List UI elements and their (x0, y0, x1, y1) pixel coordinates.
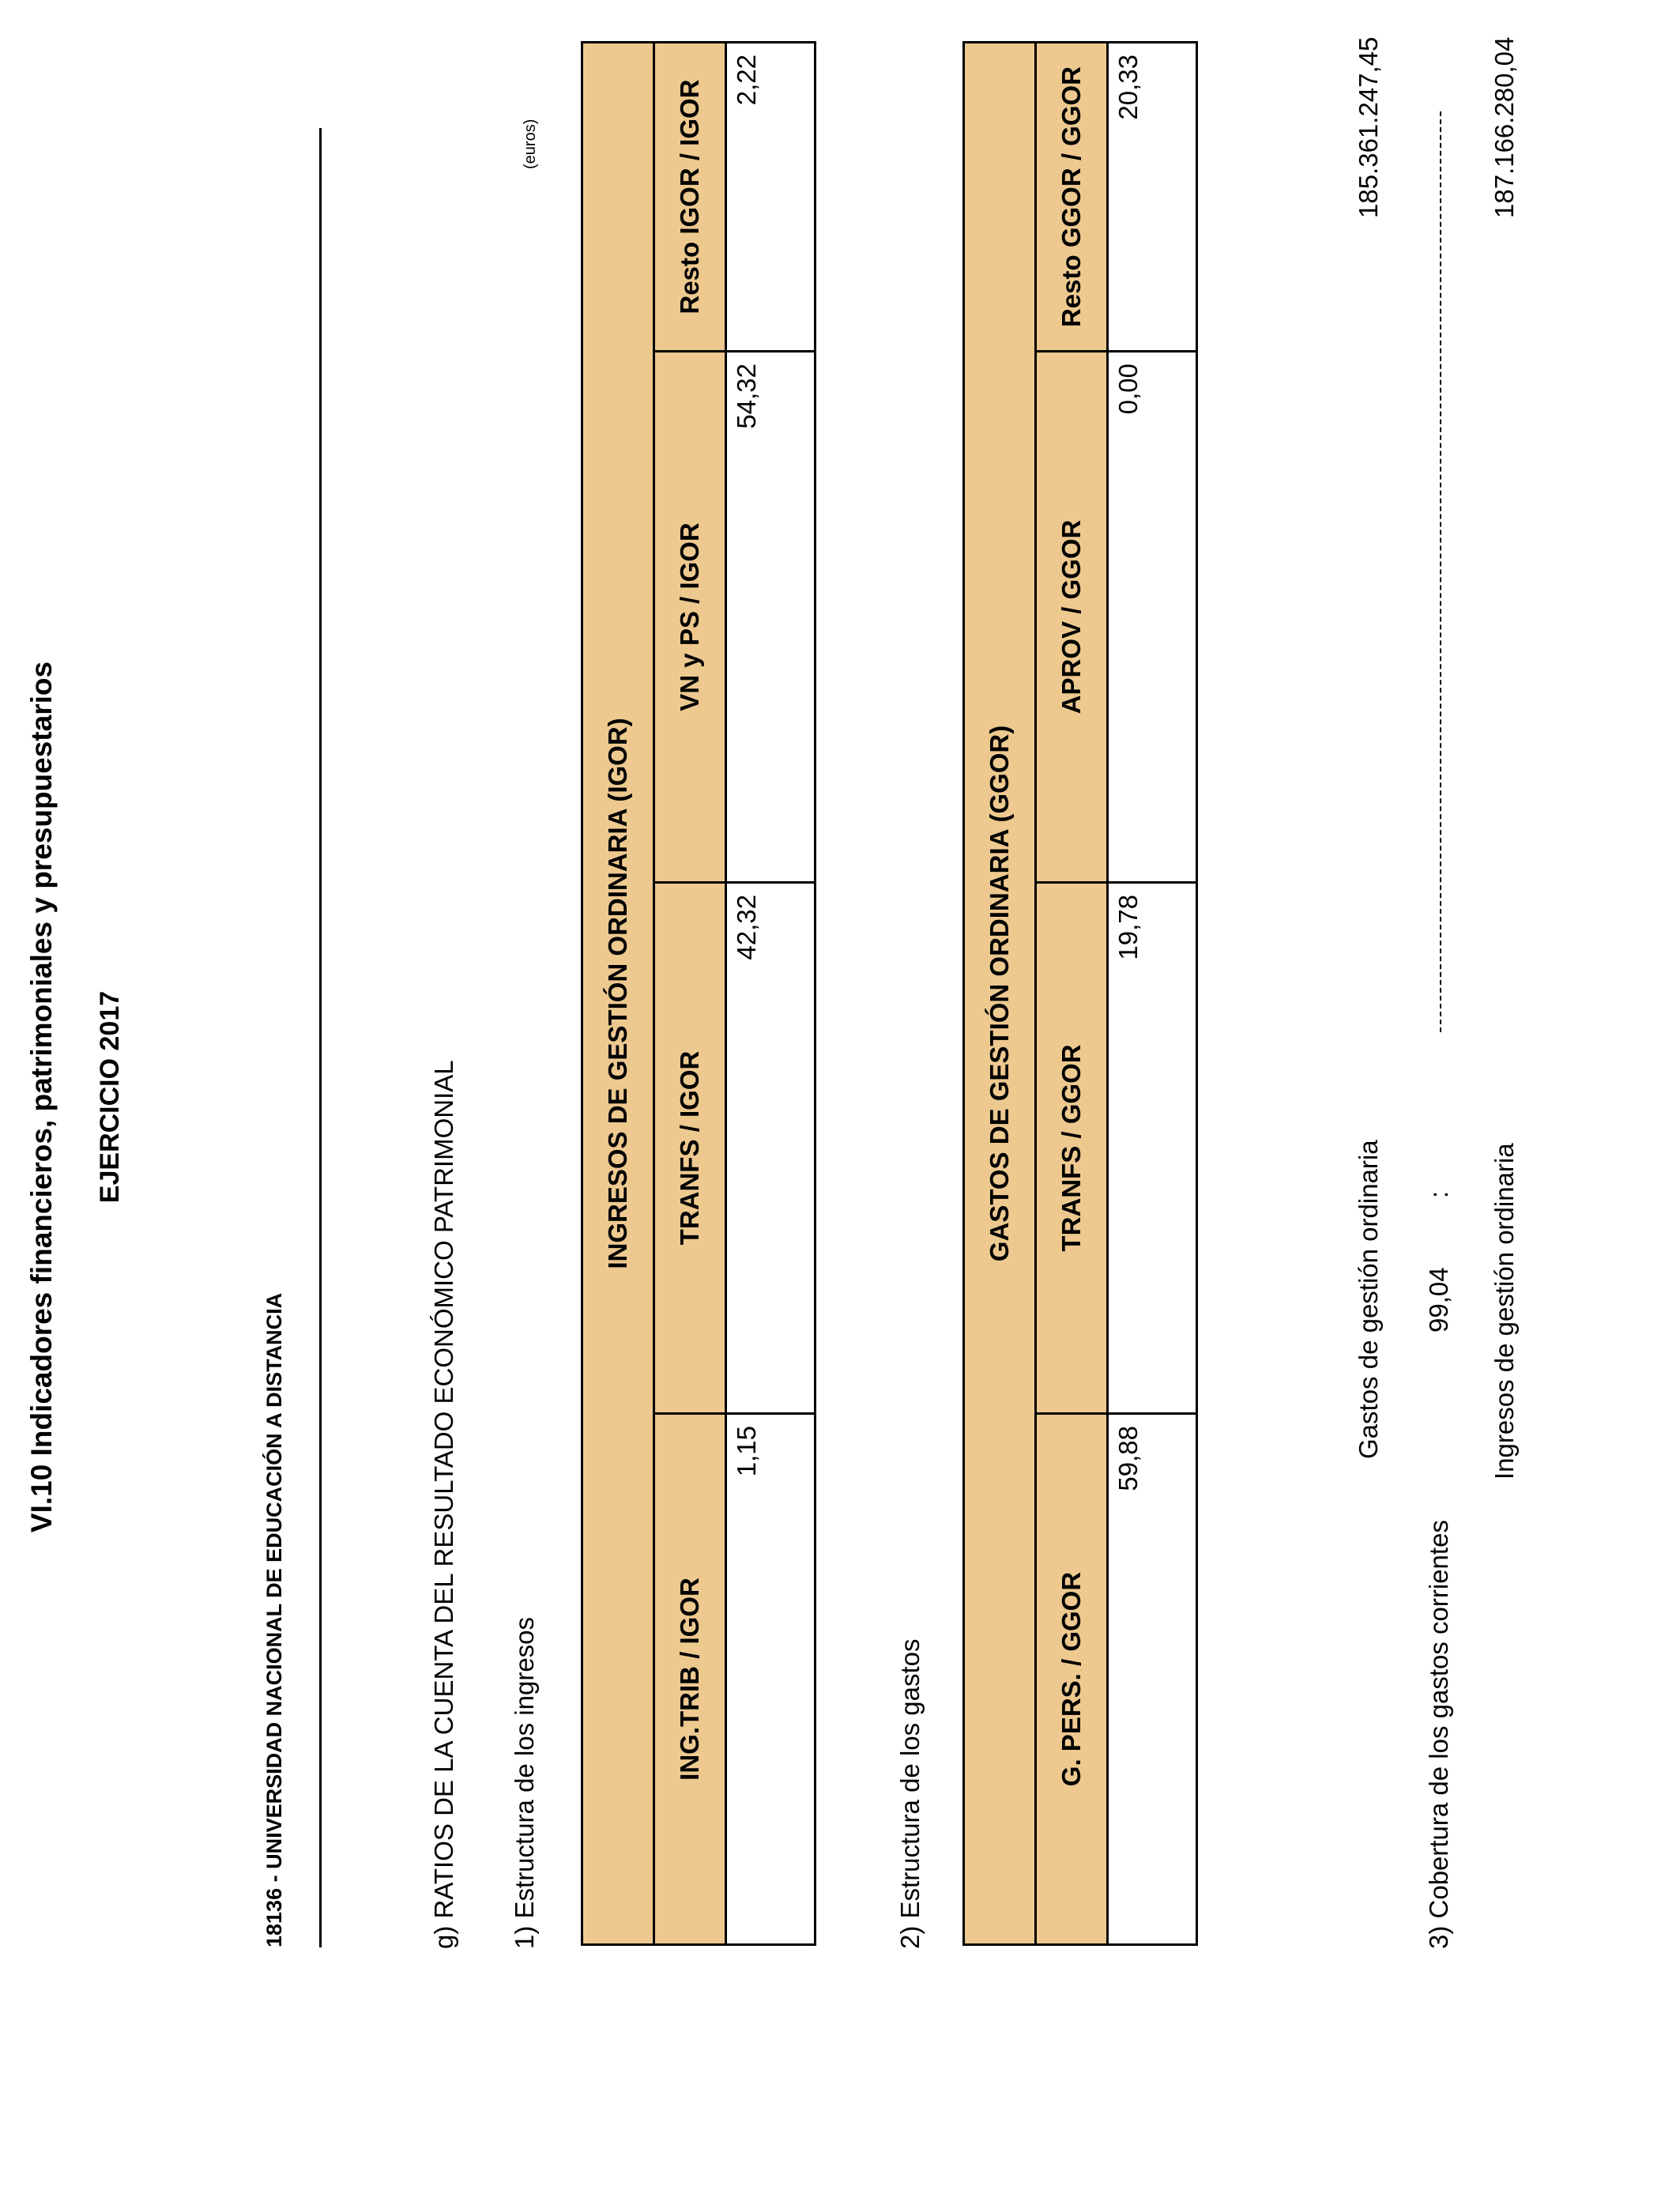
denominator-label: Ingresos de gestión ordinaria (1490, 1143, 1519, 1480)
expense-col-tranfs: TRANFS / GGOR (1036, 883, 1108, 1414)
income-group-header: INGRESOS DE GESTIÓN ORDINARIA (IGOR) (582, 42, 654, 1944)
currency-note: (euros) (522, 119, 539, 169)
entity-name: 18136 - UNIVERSIDAD NACIONAL DE EDUCACIÓN A DISTANCIA (262, 1292, 286, 1947)
income-col-resto: Resto IGOR / IGOR (654, 42, 726, 351)
coverage-label: 3) Cobertura de los gastos corrientes (1424, 1520, 1453, 1949)
expense-value-tranfs: 19,78 (1108, 883, 1197, 1414)
income-col-tranfs: TRANFS / IGOR (654, 883, 726, 1414)
income-value-ing-trib: 1,15 (726, 1414, 816, 1945)
income-value-tranfs: 42,32 (726, 883, 816, 1414)
numerator-label: Gastos de gestión ordinaria (1354, 1140, 1383, 1459)
expense-value-resto: 20,33 (1108, 43, 1197, 352)
expense-col-g-pers: G. PERS. / GGOR (1036, 1414, 1108, 1945)
expense-structure-label: 2) Estructura de los gastos (895, 1638, 925, 1949)
expense-value-aprov: 0,00 (1108, 352, 1197, 883)
header-rule (319, 128, 322, 1947)
denominator-value: 187.166.280,04 (1490, 36, 1519, 218)
income-value-resto: 2,22 (726, 42, 816, 351)
expense-group-header: GASTOS DE GESTIÓN ORDINARIA (GGOR) (964, 43, 1036, 1945)
expense-col-aprov: APROV / GGOR (1036, 352, 1108, 883)
income-col-vn-ps: VN y PS / IGOR (654, 352, 726, 883)
income-ratio-table (581, 41, 816, 1946)
income-value-vn-ps: 54,32 (726, 352, 816, 883)
fraction-line (1440, 111, 1441, 1032)
expense-ratio-table (962, 41, 1198, 1946)
expense-value-g-pers: 59,88 (1108, 1414, 1197, 1945)
coverage-separator: : (1424, 1190, 1453, 1198)
income-structure-label: 1) Estructura de los ingresos (510, 1616, 539, 1949)
page-title: VI.10 Indicadores financieros, patrimoniales y presupuestarios (25, 661, 58, 1533)
fiscal-year-heading: EJERCICIO 2017 (95, 990, 125, 1204)
numerator-value: 185.361.247,45 (1354, 36, 1383, 218)
expense-col-resto: Resto GGOR / GGOR (1036, 43, 1108, 352)
income-col-ing-trib: ING.TRIB / IGOR (654, 1414, 726, 1945)
coverage-value: 99,04 (1424, 1267, 1453, 1333)
section-g-title: g) RATIOS DE LA CUENTA DEL RESULTADO ECONÓMICO PATRIMONIAL (429, 1060, 458, 1949)
